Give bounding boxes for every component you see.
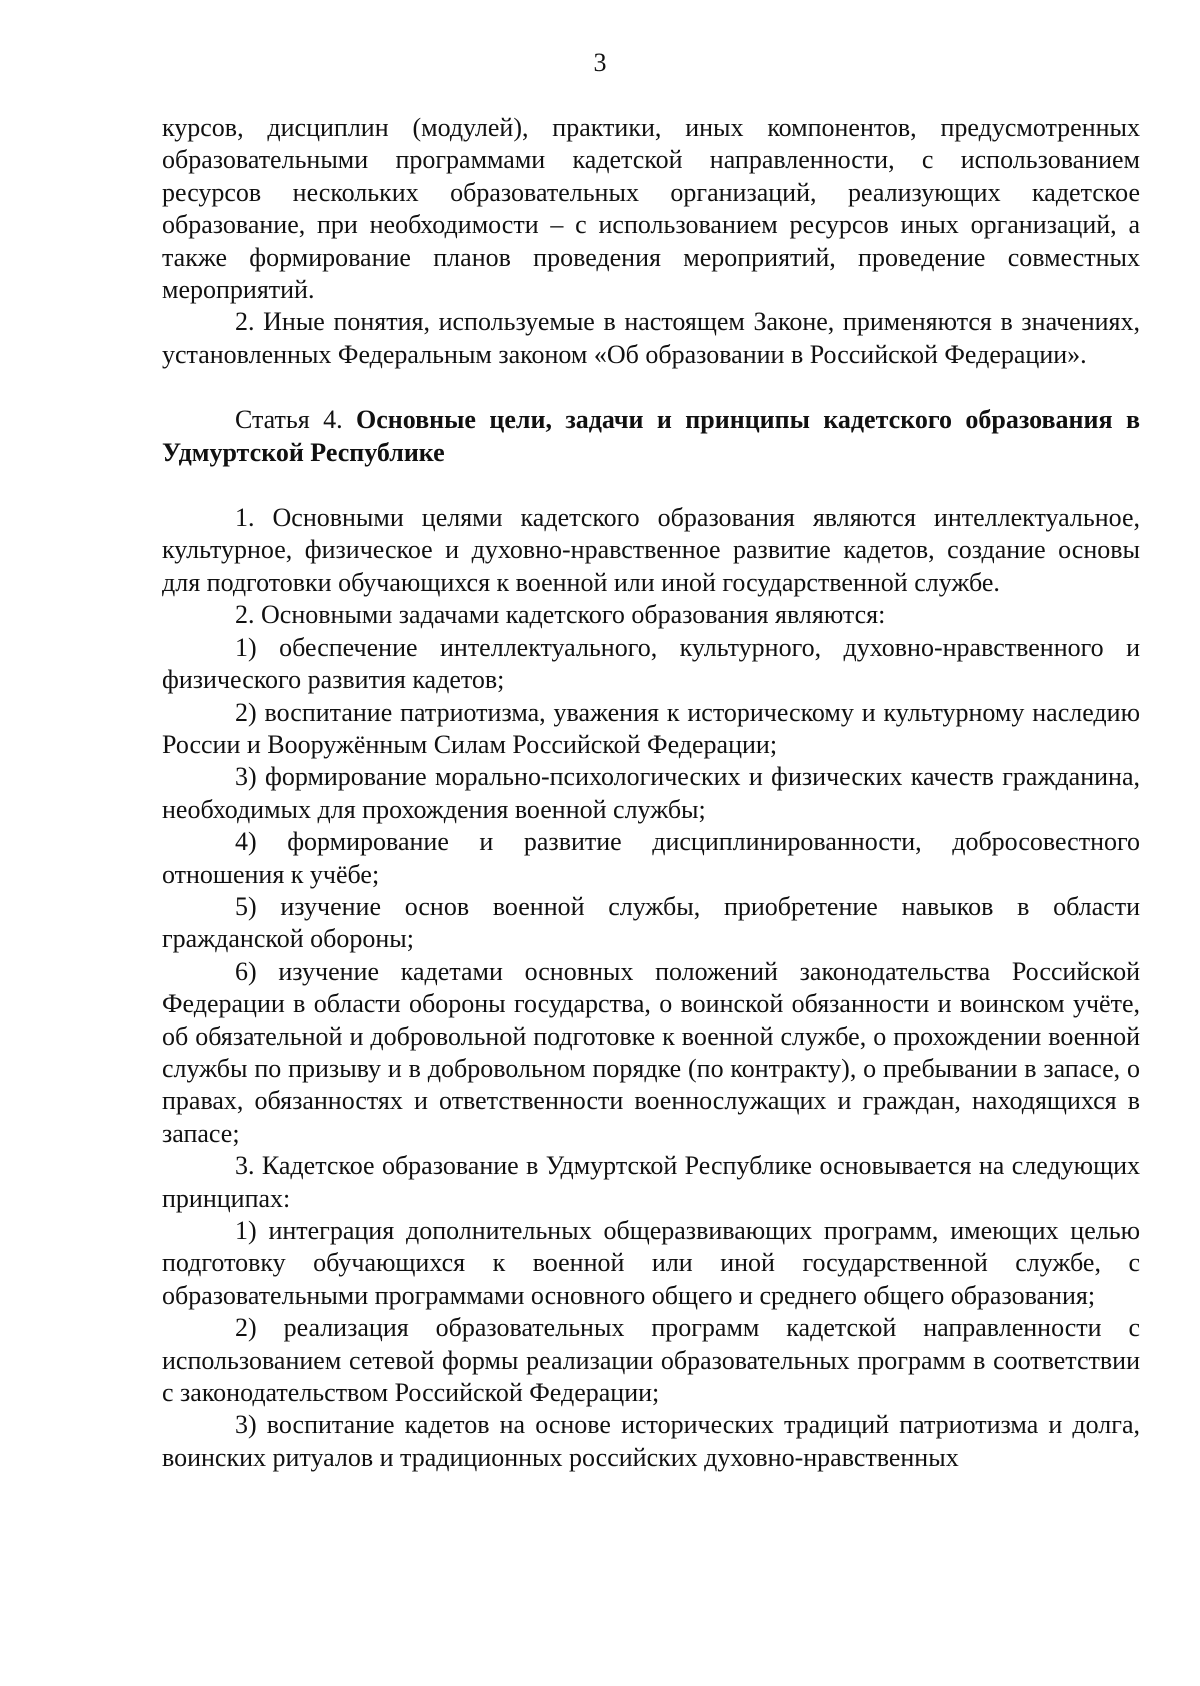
task-item: 1) обеспечение интеллектуального, культурного, духовно-нравственного и физического развития кадетов;: [162, 632, 1140, 695]
task-item: 2) воспитание патриотизма, уважения к историческому и культурному наследию России и Вооружённым Силам Российской Федерации;: [162, 697, 1140, 759]
intro-paragraph: курсов, дисциплин (модулей), практики, иных компонентов, предусмотренных образовательными программами кадетской направленности, с использованием ресурсов нескольких образовательных организаций, реализующих кадетское образование, при необходимости – с использованием ресурсов иных организаций, а также формирование планов проведения мероприятий, проведение совместных мероприятий.: [162, 113, 1140, 305]
article-heading: [162, 404, 1140, 469]
principle-item: 1) интеграция дополнительных общеразвивающих программ, имеющих целью подготовку обучающихся к военной или иной государственной службе, с образовательными программами основного общего и среднего общего образования;: [162, 1216, 1140, 1310]
principles-intro: 3. Кадетское образование в Удмуртской Республике основывается на следующих принципах:: [162, 1151, 1140, 1213]
item-2-concepts: 2. Иные понятия, используемые в настоящем Законе, применяются в значениях, установленных Федеральным законом «Об образовании в Российской Федерации».: [162, 307, 1140, 369]
article-prefix: Статья 4.: [235, 405, 343, 435]
tasks-intro: 2. Основными задачами кадетского образования являются:: [235, 600, 886, 630]
task-item: 5) изучение основ военной службы, приобретение навыков в области гражданской обороны;: [162, 891, 1140, 954]
task-item: 3) формирование морально-психологических и физических качеств гражданина, необходимых для прохождения военной службы;: [162, 762, 1140, 824]
principle-item: 2) реализация образовательных программ кадетской направленности с использованием сетевой формы реализации образовательных программ в соответствии с законодательством Российской Федерации;: [162, 1313, 1140, 1408]
goals-paragraph: 1. Основными целями кадетского образования являются интеллектуальное, культурное, физическое и духовно-нравственное развитие кадетов, создание основы для подготовки обучающихся к военной или иной государственной службе.: [162, 503, 1140, 597]
article-title: Основные цели, задачи и принципы кадетского образования в Удмуртской Республике: [162, 405, 1141, 467]
principle-item: 3) воспитание кадетов на основе исторических традиций патриотизма и долга, воинских ритуалов и традиционных российских духовно-нравственных: [162, 1410, 1140, 1472]
document-body: [162, 112, 1140, 1474]
task-item: 6) изучение кадетами основных положений законодательства Российской Федерации в области обороны государства, о воинской обязанности и воинском учёте, об обязательной и добровольной подготовке к военной службе, о прохождении военной службы по призыву и в добровольном порядке (по контракту), о пребывании в запасе, о правах, обязанностях и ответственности военнослужащих и граждан, находящихся в запасе;: [162, 956, 1140, 1148]
task-item: 4) формирование и развитие дисциплинированности, добросовестного отношения к учёбе;: [162, 827, 1140, 889]
page-number: 3: [593, 48, 607, 77]
